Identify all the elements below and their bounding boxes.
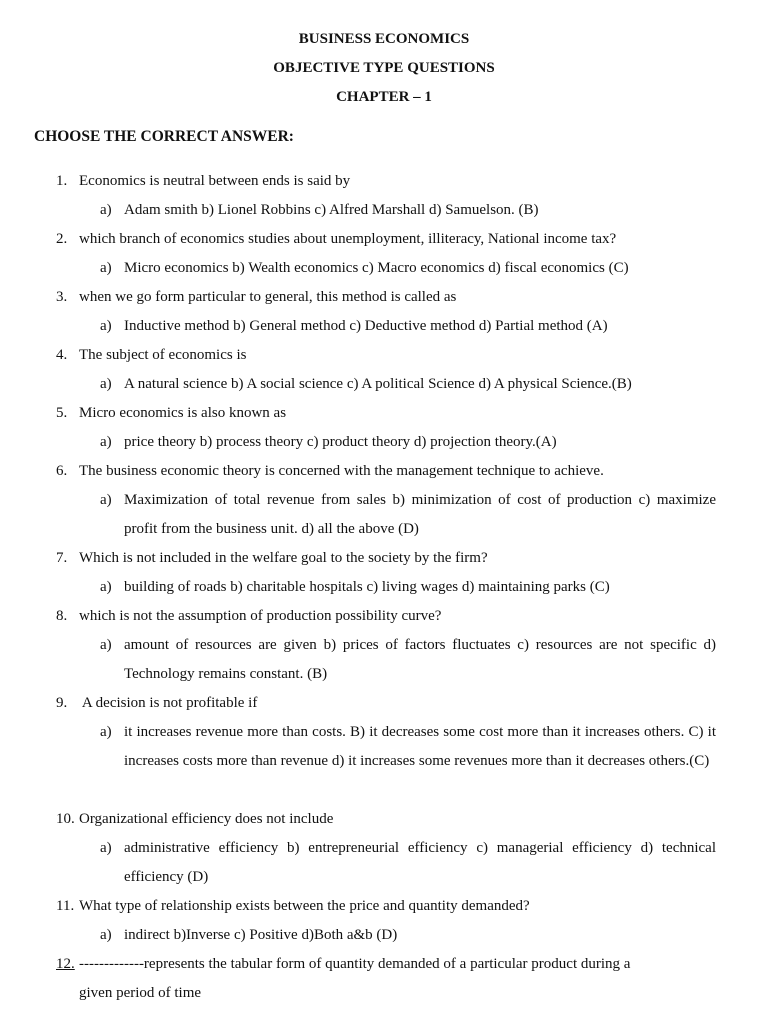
option-text: administrative efficiency b) entrepreneurial efficiency c) managerial efficiency d) technical efficiency (D) (124, 840, 716, 885)
question-item (56, 607, 441, 625)
question-text: The business economic theory is concerned with the management technique to achieve. (79, 463, 604, 479)
document-type-title: OBJECTIVE TYPE QUESTIONS (273, 60, 495, 76)
answer-options (100, 921, 716, 950)
question-number: 6. (56, 463, 68, 479)
option-label: a) (100, 492, 112, 508)
question-number: 3. (56, 289, 68, 305)
option-label: a) (100, 434, 112, 450)
question-text: which is not the assumption of production possibility curve? (79, 608, 442, 624)
question-number: 10. (56, 811, 75, 827)
answer-options (100, 312, 716, 341)
option-label: a) (100, 260, 112, 276)
question-text-continued: given period of time (79, 985, 202, 1001)
option-label: a) (100, 927, 112, 943)
question-text: -------------represents the tabular form of quantity demanded of a particular product during a (79, 956, 631, 972)
question-text: when we go form particular to general, this method is called as (79, 289, 457, 305)
question-item (56, 288, 456, 306)
question-number: 1. (56, 173, 68, 189)
question-number: 8. (56, 608, 68, 624)
option-label: a) (100, 376, 112, 392)
option-label: a) (100, 318, 112, 334)
option-text: it increases revenue more than costs. B) it decreases some cost more than it increases others. C) it increases costs more than revenue d) it increases some revenues more than it decreases others.(C) (124, 724, 716, 769)
question-number: 2. (56, 231, 68, 247)
option-label: a) (100, 840, 112, 856)
question-item (56, 950, 716, 1008)
subject-title: BUSINESS ECONOMICS (298, 31, 470, 47)
answer-options (100, 631, 716, 689)
option-label: a) (100, 579, 112, 595)
option-text: price theory b) process theory c) product theory d) projection theory.(A) (124, 434, 557, 450)
question-number: 12. (56, 956, 75, 972)
question-item (56, 897, 530, 915)
question-item (56, 172, 350, 190)
question-item (56, 549, 488, 567)
question-number: 7. (56, 550, 68, 566)
question-text: which branch of economics studies about unemployment, illiteracy, National income tax? (79, 231, 617, 247)
question-item (56, 230, 616, 248)
option-text: amount of resources are given b) prices of factors fluctuates c) resources are not specific d) Technology remains constant. (B) (124, 637, 716, 682)
question-number: 5. (56, 405, 68, 421)
option-label: a) (100, 724, 112, 740)
option-label: a) (100, 637, 112, 653)
answer-options (100, 428, 716, 457)
option-text: Maximization of total revenue from sales b) minimization of cost of production c) maximize profit from the business unit. d) all the above (D) (124, 492, 716, 537)
question-item (56, 810, 333, 828)
question-item (56, 694, 257, 712)
question-text: Economics is neutral between ends is said by (79, 173, 351, 189)
option-text: indirect b)Inverse c) Positive d)Both a&b (D) (124, 927, 398, 943)
answer-options (100, 573, 716, 602)
question-text: Which is not included in the welfare goal to the society by the firm? (79, 550, 488, 566)
option-text: Inductive method b) General method c) Deductive method d) Partial method (A) (124, 318, 608, 334)
question-text: The subject of economics is (79, 347, 247, 363)
answer-options (100, 486, 716, 544)
question-text: A decision is not profitable if (79, 695, 258, 711)
question-item (56, 462, 604, 480)
question-item (56, 404, 286, 422)
option-text: building of roads b) charitable hospitals c) living wages d) maintaining parks (C) (124, 579, 610, 595)
option-text: Adam smith b) Lionel Robbins c) Alfred Marshall d) Samuelson. (B) (124, 202, 539, 218)
option-text: A natural science b) A social science c) A political Science d) A physical Science.(B) (124, 376, 632, 392)
answer-options (100, 196, 716, 225)
question-item (56, 346, 246, 364)
section-heading: CHOOSE THE CORRECT ANSWER: (34, 128, 294, 145)
option-text: Micro economics b) Wealth economics c) Macro economics d) fiscal economics (C) (124, 260, 629, 276)
question-text: What type of relationship exists between the price and quantity demanded? (79, 898, 530, 914)
question-number: 4. (56, 347, 68, 363)
answer-options (100, 834, 716, 892)
answer-options (100, 718, 716, 776)
chapter-title: CHAPTER – 1 (336, 89, 432, 105)
question-text: Organizational efficiency does not include (79, 811, 334, 827)
question-number: 9. (56, 695, 68, 711)
question-number: 11. (56, 898, 75, 914)
answer-options (100, 370, 716, 399)
option-label: a) (100, 202, 112, 218)
answer-options (100, 254, 716, 283)
question-text: Micro economics is also known as (79, 405, 287, 421)
